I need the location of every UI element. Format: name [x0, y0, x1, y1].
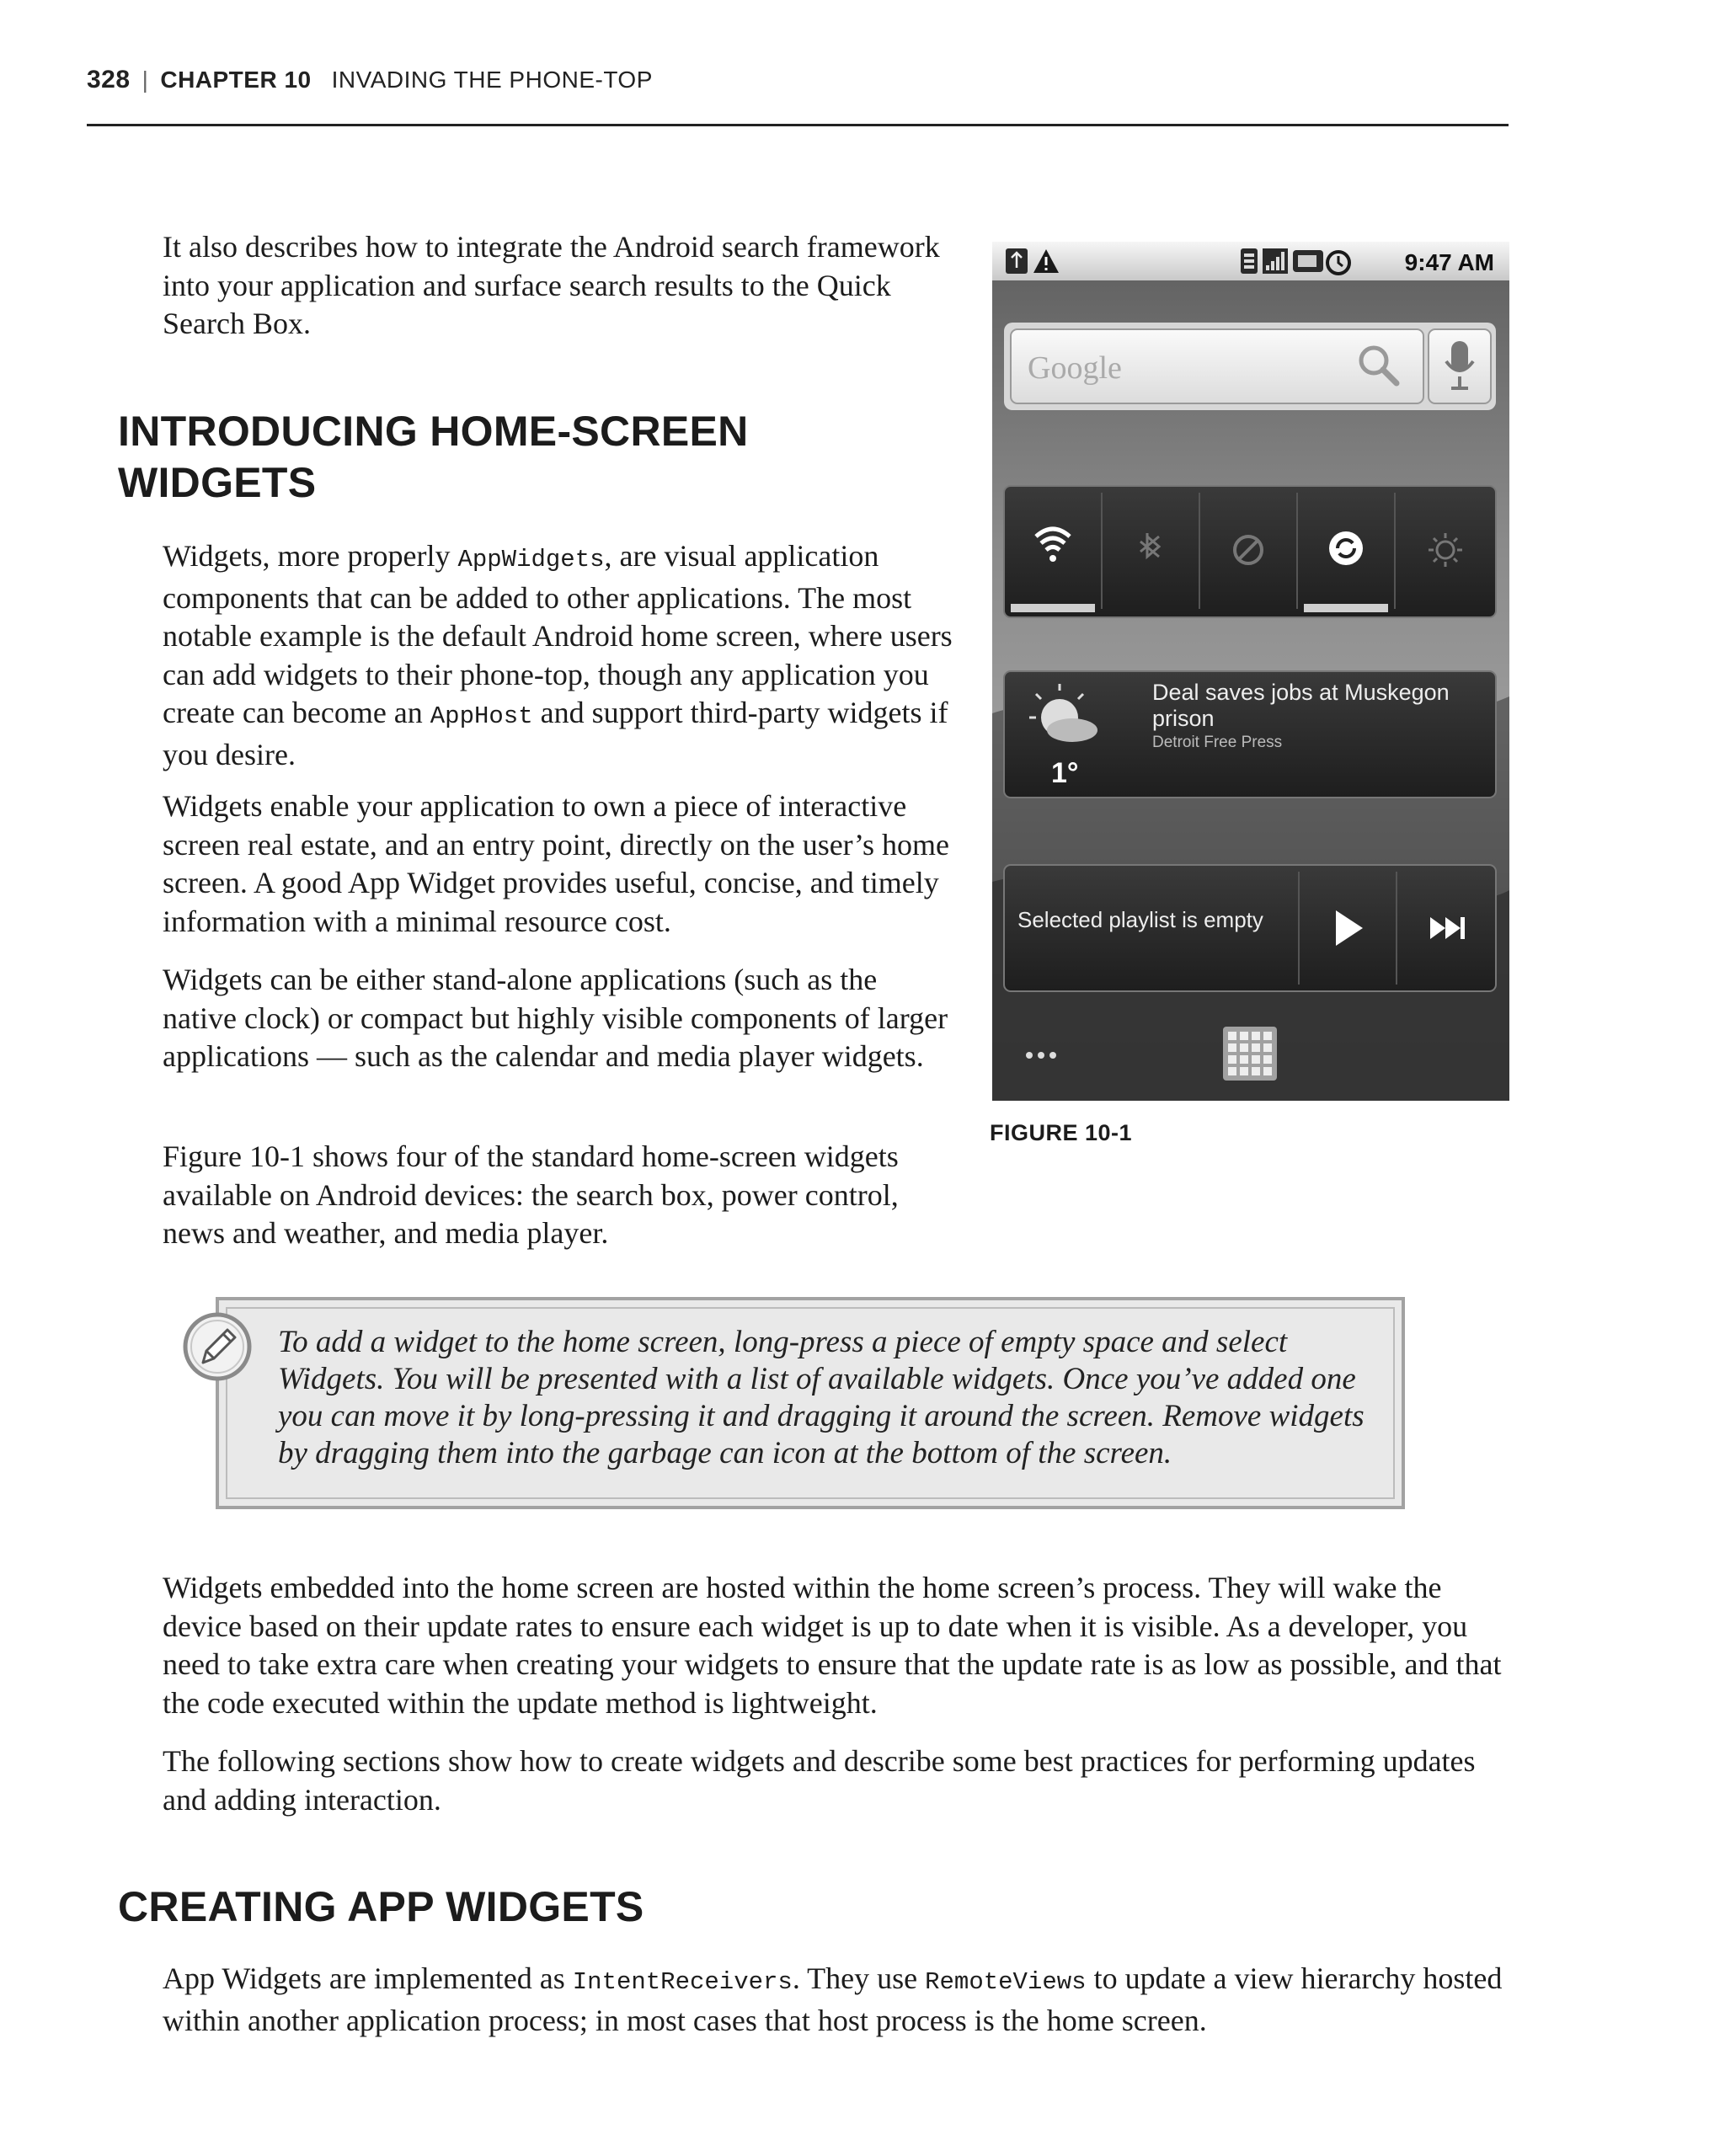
status-time: 9:47 AM	[1404, 249, 1494, 275]
note-box	[216, 1297, 1405, 1509]
search-placeholder: Google	[1028, 350, 1122, 386]
news-headline: Deal saves jobs at Muskegon prison	[1152, 680, 1450, 731]
paragraph-figure-reference: Figure 10-1 shows four of the standard home-screen widgets available on Android devices: the search box, power control, news and weather, and media player.	[163, 1139, 899, 1250]
page-number: 328	[87, 66, 131, 93]
signal-icon	[1263, 248, 1288, 274]
code-remoteviews: RemoteViews	[925, 1968, 1087, 1996]
chapter-title: INVADING THE PHONE-TOP	[331, 67, 653, 93]
text-run: Widgets, more properly	[163, 539, 458, 573]
heading-line-1: INTRODUCING HOME-SCREEN	[118, 408, 749, 455]
sync-icon	[1329, 531, 1363, 565]
text-run: to update a view hierarchy hosted within another application process; in most cases that host process is the home screen.	[163, 1961, 1503, 2037]
usb-icon	[1006, 248, 1028, 274]
code-appwidgets: AppWidgets	[457, 546, 605, 574]
paragraph-intentreceivers	[163, 1960, 1510, 2040]
section-heading-creating-app-widgets: CREATING APP WIDGETS	[118, 1883, 644, 1930]
paragraph-widgets-types: Widgets can be either stand-alone applications (such as the native clock) or compact but highly visible components of larger applications — such as the calendar and media player widgets.	[163, 963, 948, 1073]
battery-icon	[1293, 250, 1323, 272]
news-weather-widget	[1004, 671, 1496, 798]
text-run: . They use	[792, 1961, 926, 1995]
header-rule	[87, 124, 1509, 126]
note-text: To add a widget to the home screen, long-press a piece of empty space and select Widgets. You will be presented with a list of available widgets. Once you’ve added one you can move it by long-pressing it and dragging it around the screen. Remove widgets by dragging them into the garbage can icon at the bottom of the screen.	[278, 1325, 1365, 1470]
heading-line-2: WIDGETS	[118, 459, 317, 506]
media-player-widget	[1004, 865, 1496, 991]
code-intentreceivers: IntentReceivers	[572, 1968, 793, 1996]
paragraph-appwidgets	[163, 537, 959, 774]
text-run: and support third-party widgets if you desire.	[163, 696, 948, 771]
figure-caption: FIGURE 10-1	[990, 1120, 1133, 1145]
intro-paragraph: It also describes how to integrate the Android search framework into your application and surface search results to the Quick Search Box.	[163, 230, 940, 340]
text-run: App Widgets are implemented as	[163, 1961, 573, 1995]
pencil-note-icon	[181, 1310, 254, 1383]
app-drawer-icon	[1223, 1027, 1277, 1081]
code-apphost: AppHost	[430, 702, 533, 730]
figure-android-home-screen	[992, 242, 1509, 1101]
power-control-widget	[1004, 486, 1496, 617]
paragraph-following-sections: The following sections show how to create widgets and describe some best practices for performing updates and adding interaction.	[163, 1744, 1476, 1817]
news-source: Detroit Free Press	[1152, 734, 1283, 751]
running-header: 328 | CHAPTER 10 INVADING THE PHONE-TOP	[87, 66, 653, 93]
paragraph-widgets-enable: Widgets enable your application to own a piece of interactive screen real estate, and an entry point, directly on the user’s home screen. A good App Widget provides useful, concise, and timely information with a minimal resource cost.	[163, 789, 949, 938]
section-heading-introducing-widgets	[118, 406, 749, 509]
page-indicator-dots	[1026, 1052, 1056, 1059]
text-run: , are visual application components that can be added to other applications. The most notable example is the default Android home screen, where users can add widgets to their phone-top, though any application you create can become an	[163, 539, 953, 729]
paragraph-widgets-hosted: Widgets embedded into the home screen are hosted within the home screen’s process. They will wake the device based on their update rates to ensure each widget is up to date when it is visible. As a developer, you need to take extra care when creating your widgets to ensure that the update rate is as low as possible, and that the code executed within the update method is lightweight.	[163, 1571, 1502, 1720]
search-widget	[1004, 323, 1496, 410]
vibrate-icon	[1241, 248, 1258, 274]
media-status-text: Selected playlist is empty	[1017, 907, 1263, 932]
temperature: 1°	[1051, 757, 1079, 789]
chapter-label: CHAPTER 10	[160, 67, 312, 93]
